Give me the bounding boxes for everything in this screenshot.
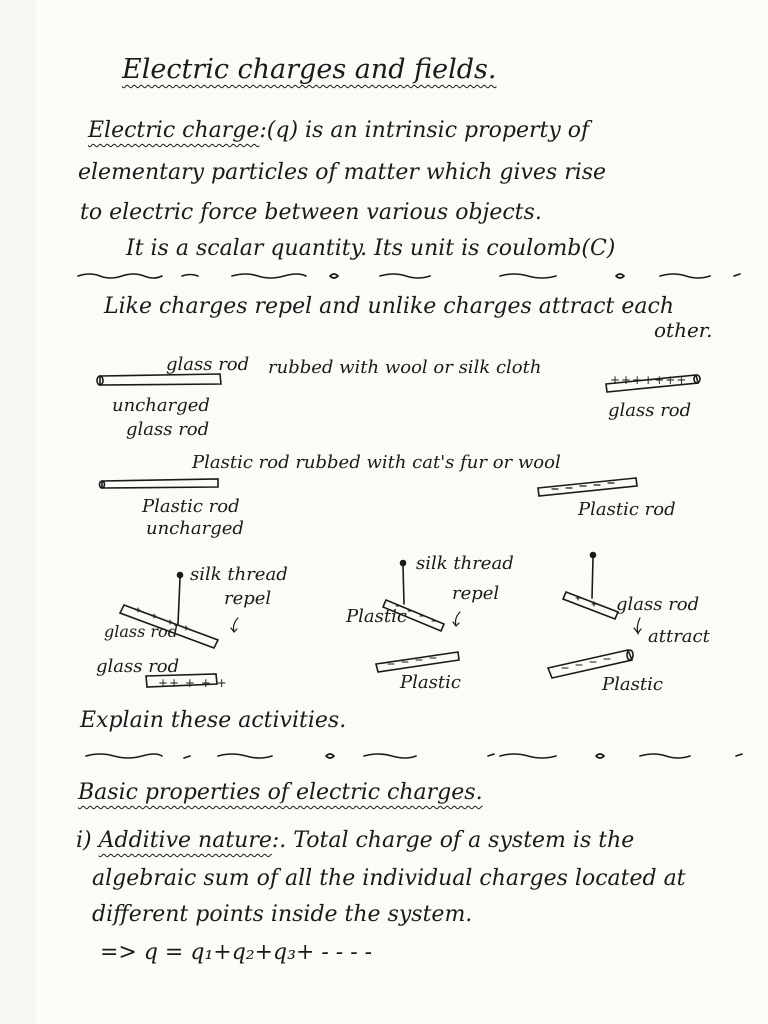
fig3a-hanging-label: glass rod <box>104 622 178 641</box>
fig3c-bottom-label: Plastic <box>602 674 663 695</box>
fig3b-bottom-label: Plastic <box>400 672 461 693</box>
activities-prompt: Explain these activities. <box>80 708 347 733</box>
property-1-line-2: algebraic sum of all the individual charges located at <box>92 866 686 891</box>
fig1-left-label-1: uncharged <box>112 395 210 416</box>
fig2-caption: Plastic rod rubbed with cat's fur or wool <box>192 452 561 473</box>
fig3c-apparatus <box>548 553 641 679</box>
property-1-line-1-rest: :. Total charge of a system is the <box>271 828 635 853</box>
fig2-right-label: Plastic rod <box>578 499 676 520</box>
definition-line-2: elementary particles of matter which gives rise <box>78 160 607 185</box>
fig1-left-label-2: glass rod <box>126 419 210 440</box>
separator-squiggle-1 <box>78 274 740 278</box>
property-1-term: Additive nature <box>98 828 272 853</box>
properties-heading: Basic properties of electric charges. <box>78 780 483 805</box>
fig1-charges: +++++++ <box>610 373 688 387</box>
fig2-left-label-2: uncharged <box>146 518 244 539</box>
additive-formula: => q = q₁+q₂+q₃+ - - - - <box>100 940 373 965</box>
definition-line-1-rest: :(q) is an intrinsic property of <box>259 118 590 143</box>
fig3b-apparatus <box>376 561 460 673</box>
fig1-top-label: glass rod <box>166 354 250 375</box>
fig3a-effect-label: repel <box>224 588 272 609</box>
fig1-right-label: glass rod <box>608 400 692 421</box>
fig3a-apparatus <box>120 573 238 688</box>
property-1-number: i) <box>76 828 92 853</box>
fig2-uncharged-plastic-rod <box>100 479 219 488</box>
property-1-line-3: different points inside the system. <box>92 902 473 927</box>
fig1-charged-glass-rod <box>606 375 700 392</box>
fig3b-thread-label: silk thread <box>416 553 514 574</box>
separator-squiggle-2 <box>86 754 742 758</box>
fig3a-charges: ++ + + + <box>158 676 228 690</box>
term-electric-charge: Electric charge <box>88 118 260 143</box>
fig1-caption: rubbed with wool or silk cloth <box>268 357 542 378</box>
law-line-1: Like charges repel and unlike charges attract each <box>104 294 675 319</box>
definition-line-3: to electric force between various objects. <box>80 200 542 225</box>
page-title: Electric charges and fields. <box>122 54 497 85</box>
definition-line-4: It is a scalar quantity. Its unit is coulomb(C) <box>126 236 616 261</box>
law-line-2: other. <box>654 318 713 342</box>
fig3b-effect-label: repel <box>452 583 500 604</box>
fig3a-bottom-label: glass rod <box>96 656 180 677</box>
fig3c-effect-label: attract <box>648 626 710 647</box>
fig2-left-label-1: Plastic rod <box>142 496 240 517</box>
fig2-charged-plastic-rod <box>538 478 637 496</box>
fig3a-thread-label: silk thread <box>190 564 288 585</box>
fig3b-hanging-label: Plastic <box>346 606 407 627</box>
fig1-uncharged-glass-rod <box>97 374 221 385</box>
fig3c-hanging-label: glass rod <box>616 594 700 615</box>
